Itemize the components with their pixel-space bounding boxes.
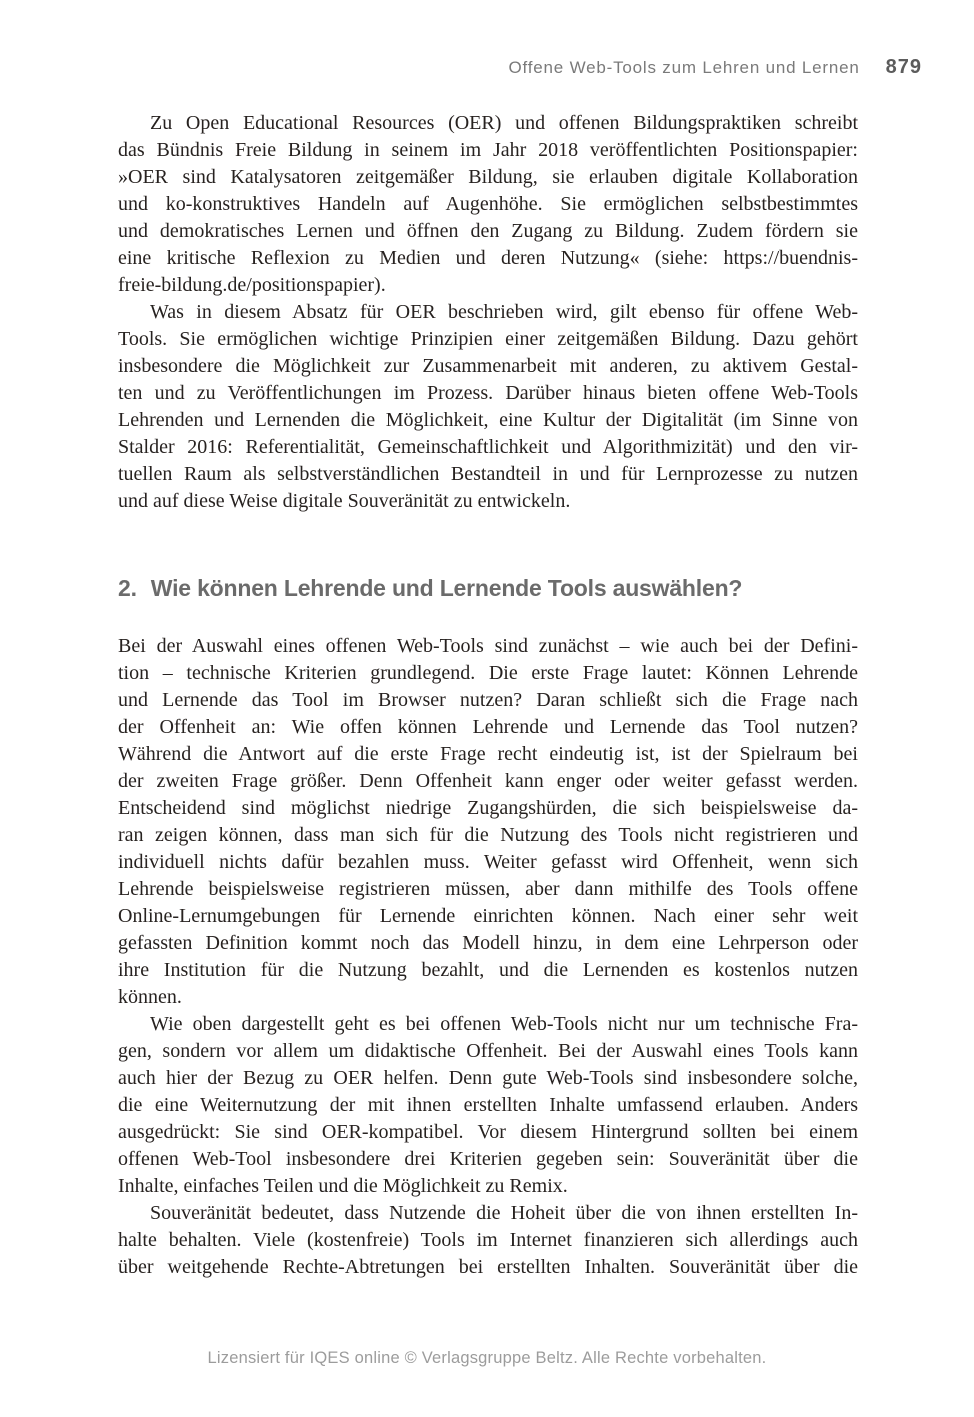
text-line: über weitgehende Rechte-Abtretungen bei erstellten Inhalten. Souveränität über die xyxy=(118,1256,858,1278)
text-line: Was in diesem Absatz für OER beschrieben wird, gilt ebenso für offene Web- xyxy=(150,301,858,323)
text-line: Inhalte, einfaches Teilen und die Möglichkeit zu Remix. xyxy=(118,1175,568,1197)
section-heading xyxy=(118,573,858,603)
text-line: Wie oben dargestellt geht es bei offenen Web-Tools nicht nur um technische Fra- xyxy=(150,1013,858,1035)
text-line: ihre Institution für die Nutzung bezahlt, und die Lernenden es kostenlos nutzen xyxy=(118,959,858,981)
text-line: Tools. Sie ermöglichen wichtige Prinzipien einer zeitgemäßen Bildung. Dazu gehört xyxy=(118,328,858,350)
text-line: halte behalten. Viele (kostenfreie) Tools im Internet finanzieren sich allerdings auch xyxy=(118,1229,858,1251)
text-line: der Offenheit an: Wie offen können Lehrende und Lernende das Tool nutzen? xyxy=(118,716,858,738)
text-line: und Lernende das Tool im Browser nutzen? Daran schließt sich die Frage nach xyxy=(118,689,858,711)
text-line: können. xyxy=(118,986,182,1008)
text-line: ran zeigen können, dass man sich für die Nutzung des Tools nicht registrieren und xyxy=(118,824,858,846)
page-body xyxy=(118,110,858,1281)
text-line: tuellen Raum als selbstverständlichen Bestandteil in und für Lernprozesse zu nutzen xyxy=(118,463,858,485)
text-line: Online-Lernumgebungen für Lernende einrichten können. Nach einer sehr weit xyxy=(118,905,858,927)
text-line: ausgedrückt: Sie sind OER-kompatibel. Vor diesem Hintergrund sollten bei einem xyxy=(118,1121,858,1143)
text-line: insbesondere die Möglichkeit zur Zusammenarbeit mit anderen, zu aktivem Gestal- xyxy=(118,355,858,377)
paragraph xyxy=(118,299,858,515)
license-footer: Lizensiert für IQES online © Verlagsgruppe Beltz. Alle Rechte vorbehalten. xyxy=(207,1349,767,1367)
text-line: individuell nichts dafür bezahlen muss. Weiter gefasst wird Offenheit, wenn sich xyxy=(118,851,858,873)
running-header xyxy=(509,56,922,79)
text-line: und auf diese Weise digitale Souveränität zu entwickeln. xyxy=(118,490,571,512)
text-line: tion – technische Kriterien grundlegend. Die erste Frage lautet: Können Lehrende xyxy=(118,662,858,684)
text-line: Zu Open Educational Resources (OER) und offenen Bildungspraktiken schreibt xyxy=(150,112,858,134)
text-line: und demokratisches Lernen und öffnen den Zugang zu Bildung. Zudem fördern sie xyxy=(118,220,858,242)
text-line: eine kritische Reflexion zu Medien und deren Nutzung« (siehe: https://buendnis- xyxy=(118,247,858,269)
section-heading-text: Wie können Lehrende und Lernende Tools auswählen? xyxy=(150,575,743,601)
text-line: gefassten Definition kommt noch das Modell hinzu, in dem eine Lehrperson oder xyxy=(118,932,858,954)
text-line: Entscheidend sind möglichst niedrige Zugangshürden, die sich beispielsweise da- xyxy=(118,797,858,819)
text-line: Souveränität bedeutet, dass Nutzende die Hoheit über die von ihnen erstellten In- xyxy=(150,1202,858,1224)
text-line: der zweiten Frage größer. Denn Offenheit kann enger oder weiter gefasst werden. xyxy=(118,770,858,792)
text-line: Lehrende beispielsweise registrieren müssen, aber dann mithilfe des Tools offene xyxy=(118,878,858,900)
text-line: ten und zu Veröffentlichungen im Prozess. Darüber hinaus bieten offene Web-Tools xyxy=(118,382,858,404)
text-line: auch hier der Bezug zu OER helfen. Denn gute Web-Tools sind insbesondere solche, xyxy=(118,1067,858,1089)
text-line: »OER sind Katalysatoren zeitgemäßer Bildung, sie erlauben digitale Kollaboration xyxy=(118,166,858,188)
paragraph xyxy=(118,1011,858,1200)
text-line: Bei der Auswahl eines offenen Web-Tools sind zunächst – wie auch bei der Defini- xyxy=(118,635,858,657)
paragraph xyxy=(118,1200,858,1281)
text-line: das Bündnis Freie Bildung in seinem im Jahr 2018 veröffentlichten Positionspapier: xyxy=(118,139,858,161)
running-header-title: Offene Web-Tools zum Lehren und Lernen xyxy=(508,58,860,77)
paragraph xyxy=(118,633,858,1011)
section-heading-number: 2. xyxy=(118,575,137,601)
text-line: Während die Antwort auf die erste Frage recht eindeutig ist, ist der Spielraum bei xyxy=(118,743,858,765)
text-line: offenen Web-Tool insbesondere drei Kriterien gegeben sein: Souveränität über die xyxy=(118,1148,858,1170)
paragraph xyxy=(118,110,858,299)
text-line: und ko-konstruktives Handeln auf Augenhöhe. Sie ermöglichen selbstbestimmtes xyxy=(118,193,858,215)
text-line: Stalder 2016: Referentialität, Gemeinschaftlichkeit und Algorithmizität) und den vir- xyxy=(118,436,858,458)
text-line: gen, sondern vor allem um didaktische Offenheit. Bei der Auswahl eines Tools kann xyxy=(118,1040,858,1062)
page-number: 879 xyxy=(885,56,922,78)
text-line: die eine Weiternutzung der mit ihnen erstellten Inhalte umfassend erlauben. Anders xyxy=(118,1094,858,1116)
text-line: Lehrenden und Lernenden die Möglichkeit, eine Kultur der Digitalität (im Sinne von xyxy=(118,409,858,431)
text-line: freie-bildung.de/positionspapier). xyxy=(118,274,386,296)
